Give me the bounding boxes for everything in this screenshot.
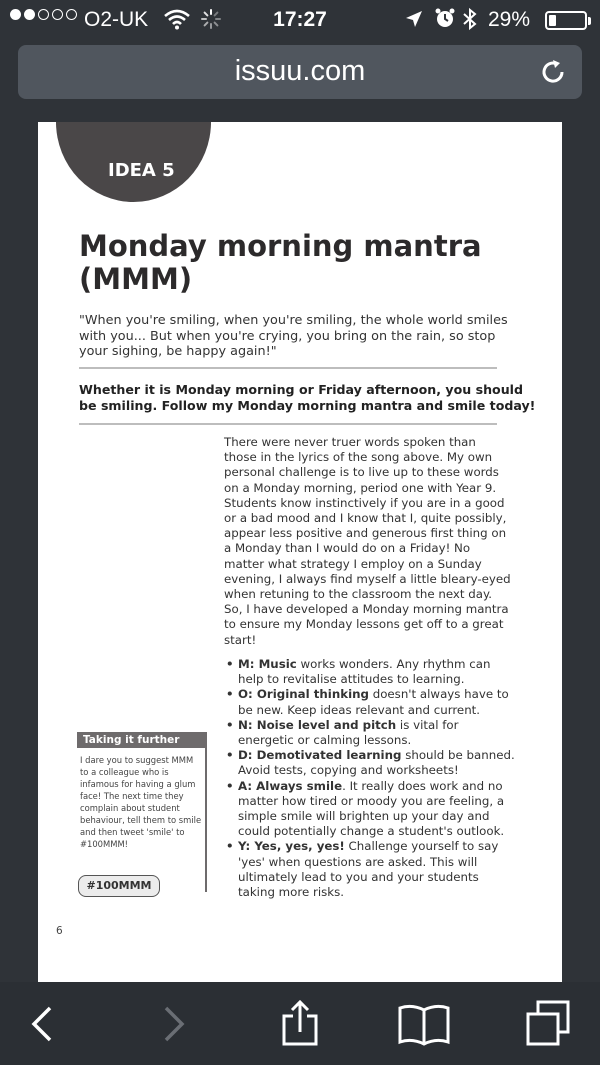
status-time: 17:27 (273, 8, 327, 31)
url-text[interactable]: issuu.com (234, 55, 366, 87)
bluetooth-icon (462, 7, 478, 37)
address-bar[interactable] (18, 45, 582, 99)
battery-tip (588, 17, 591, 25)
body-paragraph: There were never truer words spoken than those in the lyrics of the song above. My own personal challenge is to live up to these words on a Monday morning, period one with Year 9. Students know instinctively if you are in a good or a bad mood and I know that I, quite possibly, appear less positive and generous first thing on a Monday than I would do on a Friday! No matter what strategy I employ on a Sunday evening, I always find myself a little bleary-eyed when retuning to the classroom the next day. So, I have developed a Monday morning mantra to ensure my Monday lessons get off to a great start! (224, 435, 511, 647)
battery-percent: 29% (488, 8, 531, 31)
divider-top (79, 367, 497, 369)
page-title: Monday morning mantra (MMM) (79, 229, 482, 296)
location-arrow-icon (404, 9, 424, 35)
list-item: • O: Original thinking doesn't always have to be new. Keep ideas relevant and current. (226, 687, 516, 717)
battery-icon (545, 11, 587, 30)
sidebar-heading: Taking it further (77, 732, 207, 748)
song-quote: "When you're smiling, when you're smiling, the whole world smiles with you... But when you're crying, you bring on the rain, so stop your sighing, be happy again!" (79, 313, 508, 360)
status-bar (0, 0, 600, 40)
list-item: • M: Music works wonders. Any rhythm can help to revitalise attitudes to learning. (226, 657, 516, 687)
document-page[interactable] (38, 122, 562, 982)
carrier-name: O2-UK (84, 8, 149, 31)
list-item: • Y: Yes, yes, yes! Challenge yourself to say 'yes' when questions are asked. This will ultimately lead to you and your students taking more risks. (226, 839, 516, 900)
tabs-icon[interactable] (520, 996, 576, 1052)
list-item: • N: Noise level and pitch is vital for energetic or calming lessons. (226, 718, 516, 748)
idea-label: IDEA 5 (108, 160, 175, 181)
hashtag-badge: #100MMM (78, 875, 160, 897)
bookmarks-icon[interactable] (396, 996, 452, 1052)
mantra-list (226, 657, 516, 900)
list-item: • A: Always smile. It really does work and no matter how tired or moody you are feeling, a simple smile will brighten up your day and could potentially change a student's outlook. (226, 779, 516, 840)
lead-paragraph: Whether it is Monday morning or Friday afternoon, you should be smiling. Follow my Monday morning mantra and smile today! (79, 382, 536, 413)
browser-toolbar (0, 982, 600, 1065)
idea-tab (56, 122, 211, 202)
sidebar-text: I dare you to suggest MMM to a colleague who is infamous for having a glum face! The next time they complain about student behaviour, tell them to smile and then tweet 'smile' to #100MMM! (80, 755, 202, 849)
forward-icon[interactable] (146, 996, 202, 1052)
divider-bottom (79, 423, 497, 425)
reload-icon[interactable] (538, 57, 568, 87)
share-icon[interactable] (272, 996, 328, 1052)
page-number: 6 (56, 925, 63, 937)
list-item: • D: Demotivated learning should be banned. Avoid tests, copying and worksheets! (226, 748, 516, 778)
back-icon[interactable] (14, 996, 70, 1052)
sidebar-rule (205, 732, 207, 892)
alarm-clock-icon (434, 7, 456, 35)
